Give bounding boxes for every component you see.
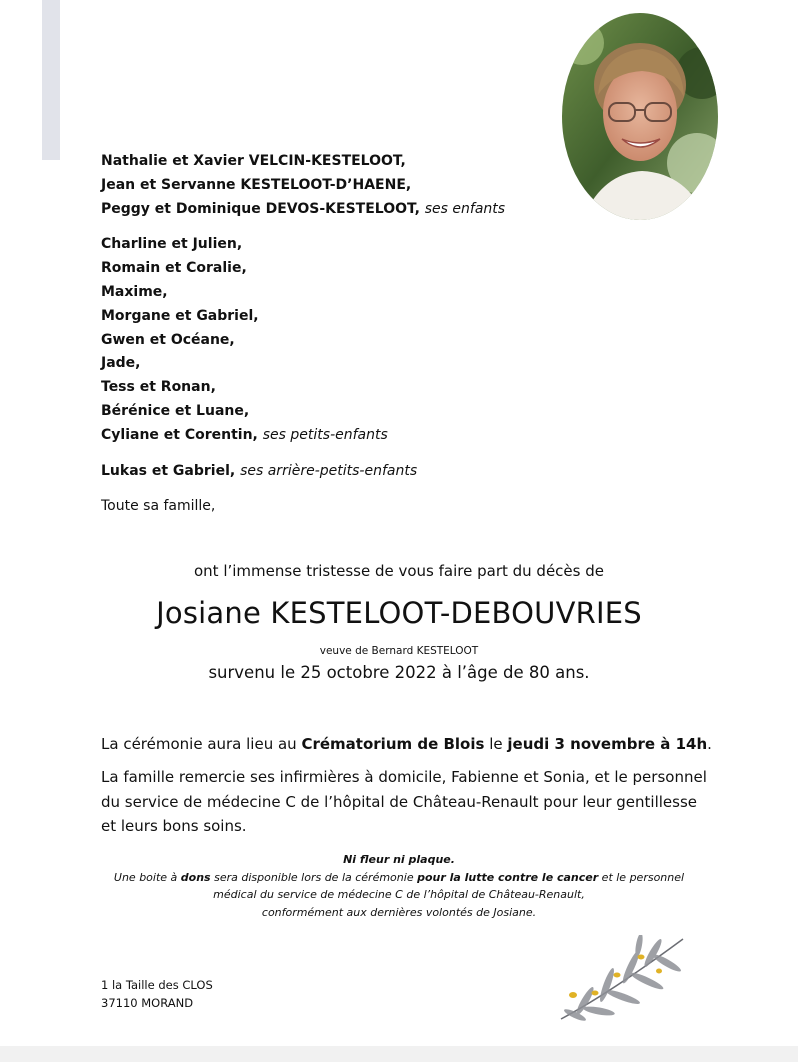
whole-family-line: Toute sa famille,	[101, 498, 216, 515]
grandchild-line: Jade,	[101, 355, 141, 372]
left-margin-bar	[42, 0, 60, 160]
donation-notes: Ni fleur ni plaque. Une boite à dons sera disponible lors de la cérémonie pour la lutte contre le cancer et le personnel médical du service de médecine C de l’hôpital de Château-Renault, conformément aux dernières volontés de Josiane.	[113, 853, 685, 919]
address-block	[101, 976, 213, 1012]
grandchild-line: Romain et Coralie,	[101, 260, 247, 277]
deceased-name: Josiane KESTELOOT-DEBOUVRIES	[156, 596, 642, 630]
portrait-image	[562, 13, 718, 220]
address-city: 37110 MORAND	[101, 996, 194, 1010]
grandchildren-role: ses petits-enfants	[262, 426, 388, 443]
widow-of-text: veuve de Bernard KESTELOOT	[319, 645, 479, 657]
address-street: 1 la Taille des CLOS	[101, 978, 213, 992]
death-date-text: survenu le 25 octobre 2022 à l’âge de 80 ans.	[208, 663, 590, 682]
great-grandchild-line: Lukas et Gabriel, ses arrière-petits-enfants	[101, 462, 418, 479]
grandchild-line: Maxime,	[101, 283, 168, 300]
no-flowers-text: Ni fleur ni plaque.	[343, 853, 455, 866]
grandchild-line: Charline et Julien,	[101, 236, 243, 253]
bottom-edge	[0, 1046, 798, 1062]
child-line: Nathalie et Xavier VELCIN-KESTELOOT,	[101, 153, 406, 169]
olive-branch-icon	[555, 935, 690, 1029]
great-grandchildren-role: ses arrière-petits-enfants	[240, 462, 418, 479]
announcement-text: ont l’immense tristesse de vous faire part du décès de	[194, 562, 604, 580]
grandchild-line: Bérénice et Luane,	[101, 402, 250, 419]
grandchild-line: Morgane et Gabriel,	[101, 307, 259, 324]
child-line: Jean et Servanne KESTELOOT-D’HAENE,	[101, 176, 412, 193]
children-role: ses enfants	[424, 200, 506, 217]
grandchild-line: Cyliane et Corentin, ses petits-enfants	[101, 426, 388, 443]
portrait-photo	[562, 13, 718, 220]
child-line: Peggy et Dominique DEVOS-KESTELOOT, ses enfants	[101, 200, 506, 217]
thanks-paragraph: La famille remercie ses infirmières à domicile, Fabienne et Sonia, et le personnel du service de médecine C de l’hôpital de Château-Renault pour leur gentillesse et leurs bons soins.	[101, 768, 707, 835]
family-list	[101, 150, 505, 519]
grandchild-line: Tess et Ronan,	[101, 379, 216, 396]
ceremony-time: jeudi 3 novembre à 14h	[507, 735, 708, 753]
ceremony-text: La cérémonie aura lieu au Crématorium de Blois le jeudi 3 novembre à 14h.	[101, 735, 712, 753]
ceremony-place: Crématorium de Blois	[301, 735, 485, 753]
grandchild-line: Gwen et Océane,	[101, 331, 235, 348]
